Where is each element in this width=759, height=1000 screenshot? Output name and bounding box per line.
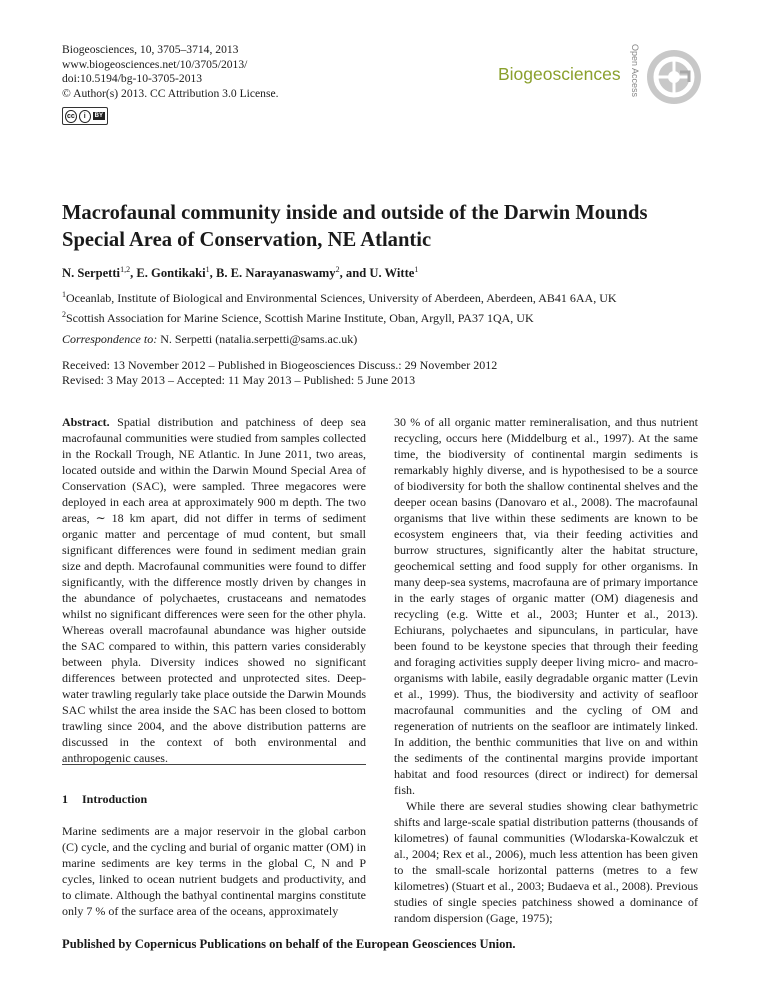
abstract-label: Abstract. [62,415,110,429]
paragraph: Marine sediments are a major reservoir in the global carbon (C) cycle, and the cycling and burial of organic matter (OM) in marine sediments are key terms in the global C, N and P cycles, linked to ocean nutrient budgets and productivity, and to climate. Although the bathyal continental margins constitute only 7 % of the surface area of the oceans, approximately [62,824,366,918]
affiliation: $^1$Oceanlab, Institute of Biological and Environmental Sciences, University of Aberdeen, Aberdeen, AB41 6AA, UK [62,290,617,305]
affiliation: $^2$Scottish Association for Marine Science, Scottish Marine Institute, Oban, Argyll, PA37 1QA, UK [62,309,534,325]
abstract-text: Spatial distribution and patchiness of deep sea macrofaunal communities were studied from samples collected in the Rockall Trough, NE Atlantic. In June 2011, two areas, located outside and within the Darwin Mound Special Area of Conservation (SAC), were sampled. Three megacores were deployed in each area at approximately 900 m depth. The two areas, ∼ 18 km apart, did not differ in terms of sediment organic matter and percentage of mud content, but small significant differences were found in sediment median grain size and depth. Macrofaunal communities were found to differ significantly, with the difference mostly driven by changes in the abundance of polychaetes, crustaceans and nematodes whilst no significant differences were seen for the other phyla. Whereas overall macrofaunal abundance was higher outside the SAC compared to within, this pattern varies considerably between phyla. Diversity indices showed no significant differences between protected and unprotected sites. Deep-water trawling regularly take place outside the Darwin Mounds SAC whilst the area inside the SAC has been closed to bottom trawling since 2004, and the above distribution patterns are discussed in the context of both environmental and anthropogenic causes. [62,415,366,765]
paragraph: While there are several studies showing clear bathymetric shifts and large-scale spatial distribution patterns (thousands of kilometres) of faunal communities (Wlodarska-Kowalczuk et al., 2004; Rex et al., 2006), much less attention has been given to the small-scale horizontal patterns (metres to a few kilometres) (Stuart et al., 2003; Budaeva et al., 2008). Previous studies of single species patchiness showed a dominance of random dispersion (Gage, 1975); [394,799,698,925]
author: E. Gontikaki$^1$, [136,265,216,281]
right-column [394,414,698,926]
publication-dates [62,358,497,388]
open-access-label: Open Access [630,44,640,98]
correspondence-label: Correspondence to: [62,332,158,346]
correspondence [62,332,357,347]
dates-line: Revised: 3 May 2013 – Accepted: 11 May 2013 – Published: 5 June 2013 [62,373,416,387]
journal-meta [62,43,279,101]
intro-left-column [62,823,366,919]
journal-name: Biogeosciences [498,64,621,84]
journal-logo-icon [645,48,703,106]
doi[interactable]: doi:10.5194/bg-10-3705-2013 [62,72,203,86]
journal-url[interactable]: www.biogeosciences.net/10/3705/2013/ [62,57,248,71]
license-text: © Author(s) 2013. CC Attribution 3.0 License. [62,86,279,100]
citation: Biogeosciences, 10, 3705–3714, 2013 [62,43,239,56]
publisher-footer: Published by Copernicus Publications on behalf of the European Geosciences Union. [62,937,516,951]
abstract [62,414,366,766]
paper-title: Macrofaunal community inside and outside of the Darwin Mounds Special Area of Conservation, NE Atlantic [62,202,648,251]
author: B. E. Narayanaswamy$^2$, and [215,265,370,281]
section-heading: 1 Introduction [62,792,148,806]
correspondence-contact[interactable]: N. Serpetti (natalia.serpetti@sams.ac.uk) [157,332,358,346]
divider [62,764,366,765]
dates-line: Received: 13 November 2012 – Published in Biogeosciences Discuss.: 29 November 2012 [62,358,498,372]
affiliations [62,287,617,326]
author: N. Serpetti$^{1,2}$, [62,265,137,281]
paragraph: 30 % of all organic matter remineralisation, and thus nutrient recycling, occurs here (Middelburg et al., 1997). At the same time, the biodiversity of continental margin sediments is remarkably highly diverse, and is hypothesised to be a source of biodiversity for both the shallow continental shelves and the deeper ocean basins (Danovaro et al., 2008). The macrofaunal organisms that live within these sediments are known to be ecosystem engineers that, via their feeding activities and burrow structures, significantly alter the habitat structure, geochemical setting and food supply for other organisms. In many deep-sea systems, macrofauna are of primary importance in the early stages of organic matter (OM) diagenesis and recycling (e.g. Witte et al., 2003; Hunter et al., 2013). Echiurans, polychaetes and sipunculans, in particular, have been found to be keystone species that through their feeding and foraging activities supply deeper living micro- and macro-organisms with labile, easily degradable organic matter (Levin et al., 1999). Thus, the biodiversity and activity of seafloor macrofaunal communities and the cycling of OM and regeneration of nutrients on the seafloor are intimately linked. In addition, the benthic communities that live on and within the sediments of the continental margins provide important habitat and food resources (direct or indirect) for demersal fish. [394,415,698,797]
author-list [62,265,418,281]
cc-license-badge-icon[interactable]: cc i BY [62,107,108,125]
author: U. Witte$^1$ [369,265,419,281]
